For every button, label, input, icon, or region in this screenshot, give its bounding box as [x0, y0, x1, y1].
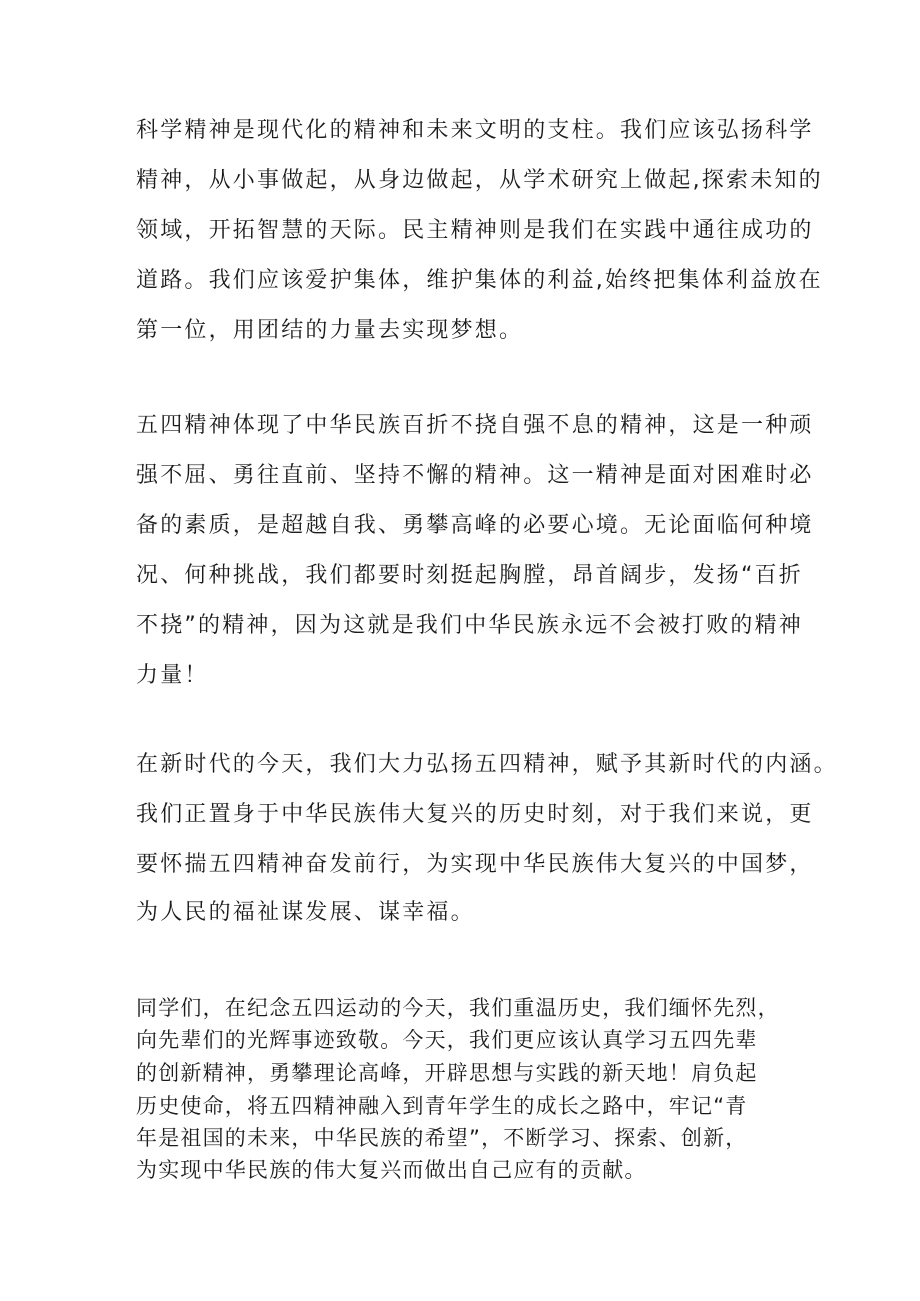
text-line: 强不屈、勇往直前、坚持不懈的精神。这一精神是面对困难时必 [136, 463, 814, 488]
text-line: 历史使命，将五四精神融入到青年学生的成长之路中，牢记“青 [136, 1094, 748, 1118]
text-line: 年是祖国的未来，中华民族的希望”，不断学习、探索、创新， [136, 1126, 748, 1150]
text-line: 不挠”的精神，因为这就是我们中华民族永远不会被打败的精神 [136, 613, 803, 638]
text-line: 为实现中华民族的伟大复兴而做出自己应有的贡献。 [136, 1158, 647, 1182]
text-line: 力量！ [136, 663, 209, 688]
text-line: 况、何种挑战，我们都要时刻挺起胸膛，昂首阔步，发扬“百折 [136, 563, 803, 588]
text-line: 第一位，用团结的力量去实现梦想。 [136, 318, 524, 343]
text-line: 备的素质，是超越自我、勇攀高峰的必要心境。无论面临何种境 [136, 513, 814, 538]
text-line: 在新时代的今天，我们大力弘扬五四精神，赋予其新时代的内涵。 [136, 752, 838, 777]
text-line: 要怀揣五四精神奋发前行，为实现中华民族伟大复兴的中国梦， [136, 852, 814, 877]
text-line: 为人民的福祉谋发展、谋幸福。 [136, 900, 475, 925]
text-line: 向先辈们的光辉事迹致敬。今天，我们更应该认真学习五四先辈 [136, 1028, 758, 1052]
text-line: 科学精神是现代化的精神和未来文明的支柱。我们应该弘扬科学 [136, 118, 814, 143]
text-line: 精神，从小事做起，从身边做起，从学术研究上做起,探索未知的 [136, 168, 823, 193]
text-line: 的创新精神，勇攀理论高峰，开辟思想与实践的新天地！肩负起 [136, 1061, 758, 1085]
text-line: 我们正置身于中华民族伟大复兴的历史时刻，对于我们来说，更 [136, 802, 814, 827]
text-line: 道路。我们应该爱护集体，维护集体的利益,始终把集体利益放在 [136, 268, 823, 293]
text-line: 领域，开拓智慧的天际。民主精神则是我们在实践中通往成功的 [136, 218, 814, 243]
text-line: 五四精神体现了中华民族百折不挠自强不息的精神，这是一种顽 [136, 413, 814, 438]
text-line: 同学们，在纪念五四运动的今天，我们重温历史，我们缅怀先烈， [136, 996, 780, 1020]
